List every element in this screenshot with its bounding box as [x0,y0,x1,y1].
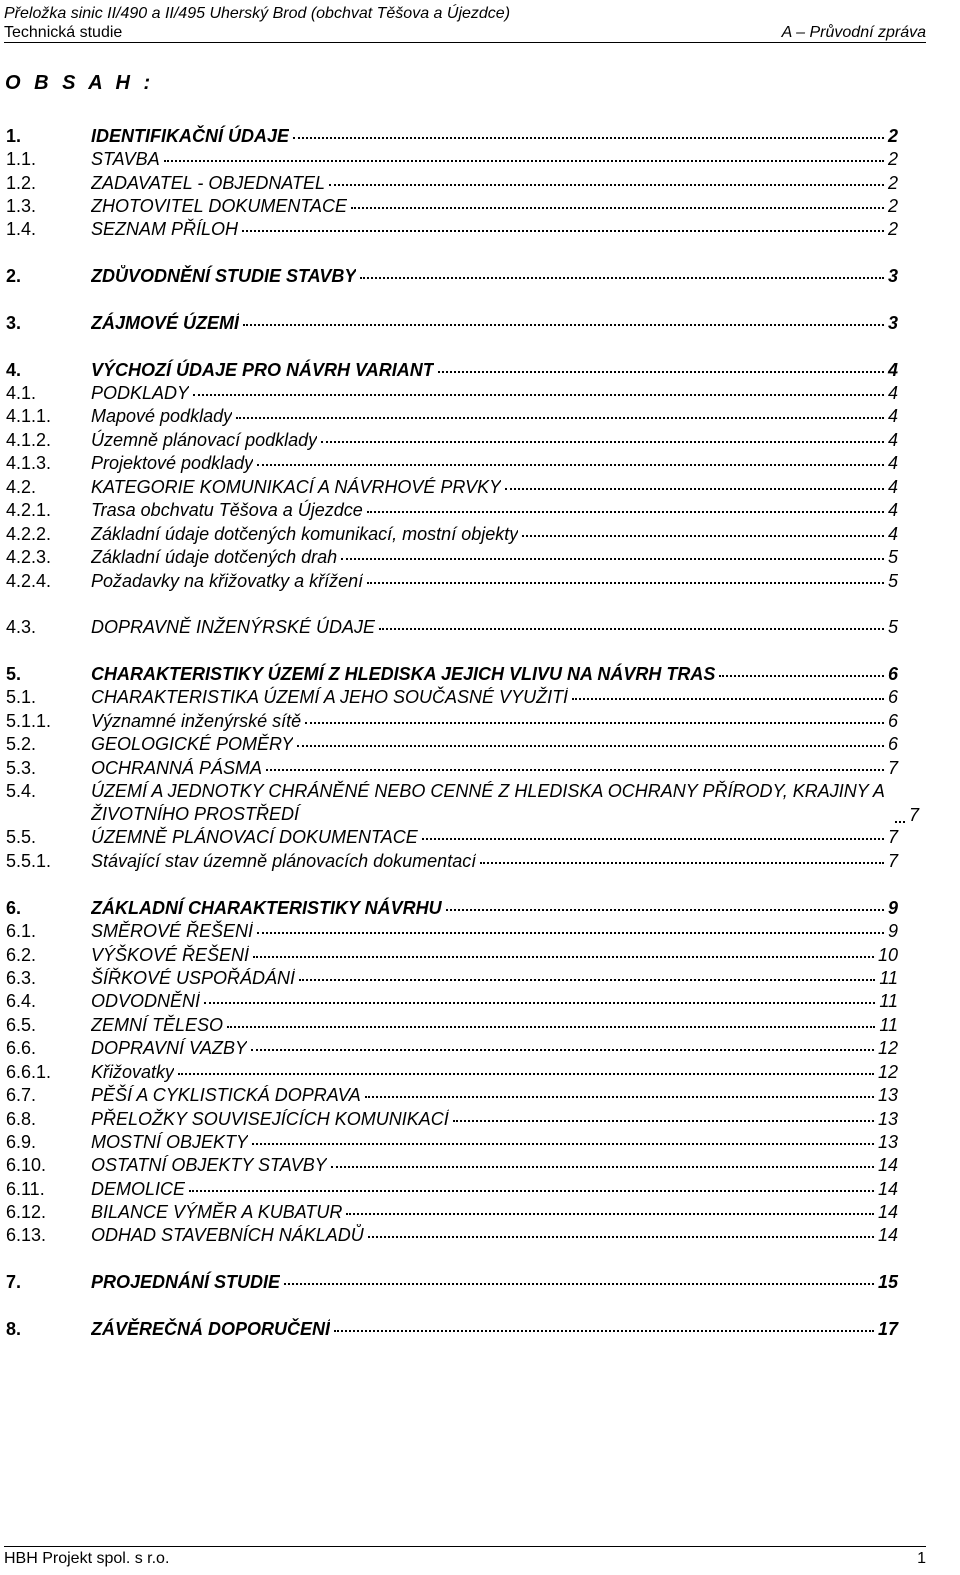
toc-entry[interactable] [6,897,898,919]
toc-entry-number: 6.6.1. [6,1062,52,1082]
toc-entry[interactable] [6,1014,898,1036]
toc-entry-title: ZÁJMOVÉ ÚZEMÍ [91,313,240,333]
toc-dot-leader [227,1026,875,1028]
toc-entry-number: 6.2. [6,945,37,965]
toc-entry-title: PROJEDNÁNÍ STUDIE [91,1272,281,1292]
toc-entry-page: 11 [879,991,898,1011]
toc-entry-number: 1.2. [6,173,37,193]
toc-entry-page: 3 [887,266,898,286]
toc-dot-leader [243,324,884,326]
toc-entry[interactable] [6,1061,898,1083]
toc-entry-number: 4.3. [6,617,37,637]
project-title: Přeložka sinic II/490 a II/495 Uherský Brod (obchvat Těšova a Újezdce) [4,5,511,22]
toc-entry-number: 4.2. [6,477,37,497]
toc-dot-leader [367,582,884,584]
toc-entry[interactable] [6,1084,898,1106]
toc-entry-page: 10 [877,945,898,965]
toc-entry-number: 5.5.1. [6,851,52,871]
toc-dot-leader [446,909,884,911]
toc-dot-leader [284,1283,874,1285]
toc-dot-leader [341,558,884,560]
toc-entry-page: 4 [887,477,898,497]
toc-dot-leader [505,488,884,490]
toc-entry-title: ZHOTOVITEL DOKUMENTACE [91,196,348,216]
toc-entry-number: 6.9. [6,1132,37,1152]
toc-dot-leader [189,1190,874,1192]
toc-entry-title: Základní údaje dotčených drah [91,547,338,567]
toc-entry-page: 17 [877,1319,898,1339]
toc-entry-page: 7 [887,758,898,778]
toc-entry-number: 5.5. [6,827,37,847]
toc-entry[interactable] [6,359,898,381]
toc-entry-page: 11 [879,1015,898,1035]
toc-entry-page: 7 [887,827,898,847]
toc-entry-title: STAVBA [91,149,160,169]
toc-entry-title: OCHRANNÁ PÁSMA [91,758,263,778]
toc-entry-title: ZADAVATEL - OBJEDNATEL [91,173,326,193]
toc-entry-page: 9 [887,898,898,918]
toc-entry[interactable] [6,1224,898,1246]
toc-entry-title: PODKLADY [91,383,190,403]
toc-entry[interactable] [6,195,898,217]
toc-entry-number: 6.7. [6,1085,37,1105]
toc-entry-page: 4 [887,406,898,426]
toc-entry-number: 8. [6,1319,22,1339]
toc-entry-title: DOPRAVNÍ VAZBY [91,1038,248,1058]
toc-dot-leader [305,722,884,724]
toc-entry[interactable] [6,1318,898,1340]
toc-entry[interactable] [6,148,898,170]
toc-entry[interactable] [6,686,898,708]
toc-entry[interactable] [6,546,898,568]
toc-entry[interactable] [6,429,898,451]
toc-entry-title: PĚŠÍ A CYKLISTICKÁ DOPRAVA [91,1085,361,1105]
toc-dot-leader [164,160,884,162]
toc-entry-number: 4.2.4. [6,571,52,591]
toc-dot-leader [253,956,874,958]
toc-entry[interactable] [6,616,898,638]
toc-entry-number: 4.2.2. [6,524,52,544]
toc-entry-number: 7. [6,1272,22,1292]
toc-entry[interactable] [6,663,898,685]
toc-entry-page: 12 [877,1062,898,1082]
toc-entry[interactable] [6,967,898,989]
toc-entry-title: Projektové podklady [91,453,254,473]
toc-dot-leader [367,511,884,513]
toc-entry-number: 1.1. [6,149,37,169]
toc-entry-number: 6.3. [6,968,37,988]
toc-entry-number: 5.4. [6,781,37,801]
toc-entry-page: 4 [887,453,898,473]
toc-entry[interactable] [6,218,898,240]
toc-entry-number: 4. [6,360,22,380]
toc-entry-number: 1.4. [6,219,37,239]
toc-entry[interactable] [6,1037,898,1059]
toc-entry-page: 2 [887,196,898,216]
toc-entry-number: 6.13. [6,1225,47,1245]
toc-dot-leader [572,698,884,700]
toc-dot-leader [193,394,884,396]
toc-entry[interactable] [6,499,898,521]
toc-entry-number: 1.3. [6,196,37,216]
toc-entry-number: 6.10. [6,1155,47,1175]
toc-dot-leader [522,535,884,537]
toc-entry-page: 6 [887,687,898,707]
toc-dot-leader [365,1096,874,1098]
toc-entry[interactable] [6,990,898,1012]
toc-entry-title: CHARAKTERISTIKY ÚZEMÍ Z HLEDISKA JEJICH VLIVU NA NÁVRH TRAS [91,664,716,684]
toc-entry[interactable] [6,382,898,404]
toc-dot-leader [251,1049,874,1051]
toc-entry-page: 5 [887,617,898,637]
toc-entry-page: 6 [887,664,898,684]
toc-entry-title: Stávající stav územně plánovacích dokumentací [91,851,477,871]
toc-entry-title: SMĚROVÉ ŘEŠENÍ [91,921,254,941]
toc-entry[interactable] [6,312,898,334]
toc-entry-number: 6.4. [6,991,37,1011]
toc-entry-page: 14 [877,1225,898,1245]
document-type: Technická studie [4,24,123,41]
toc-entry-number: 6.5. [6,1015,37,1035]
toc-entry-page: 7 [909,805,920,825]
toc-entry[interactable] [6,920,898,942]
toc-entry-title: VÝŠKOVÉ ŘEŠENÍ [91,945,250,965]
document-part: A – Průvodní zpráva [781,24,926,41]
toc-entry-title: OSTATNÍ OBJEKTY STAVBY [91,1155,327,1175]
toc-entry-title: Základní údaje dotčených komunikací, mostní objekty [91,524,519,544]
toc-entry[interactable] [6,1271,898,1293]
toc-entry-page: 5 [887,571,898,591]
toc-entry-title: Územně plánovací podklady [91,430,318,450]
toc-entry[interactable] [6,476,898,498]
toc-dot-leader [299,979,875,981]
toc-entry[interactable] [6,523,898,545]
toc-entry-page: 9 [887,921,898,941]
toc-entry-title: Mapové podklady [91,406,233,426]
toc-dot-leader [297,745,884,747]
toc-entry-number: 6.8. [6,1109,37,1129]
toc-entry-page: 13 [877,1109,898,1129]
toc-entry[interactable] [6,172,898,194]
toc-entry-number: 4.1.1. [6,406,52,426]
toc-entry-number: 5.3. [6,758,37,778]
toc-entry-title: Požadavky na křižovatky a křížení [91,571,364,591]
toc-entry-number: 4.1.2. [6,430,52,450]
toc-dot-leader [379,628,884,630]
toc-entry-page: 6 [887,711,898,731]
toc-entry-page: 4 [887,383,898,403]
toc-entry[interactable] [6,733,898,755]
toc-entry-page: 7 [887,851,898,871]
toc-entry-number: 5. [6,664,22,684]
toc-dot-leader [257,464,884,466]
toc-entry-page: 2 [887,219,898,239]
toc-entry-number: 1. [6,126,22,146]
toc-dot-leader [252,1143,874,1145]
toc-entry-title: ÚZEMNĚ PLÁNOVACÍ DOKUMENTACE [91,827,418,847]
toc-entry-title: Křižovatky [91,1062,175,1082]
toc-dot-leader [204,1002,875,1004]
toc-entry-title: ZÁVĚREČNÁ DOPORUČENÍ [91,1319,331,1339]
toc-entry-title: Trasa obchvatu Těšova a Újezdce [91,500,363,520]
toc-entry-number: 4.1. [6,383,37,403]
toc-entry-number: 6.11. [6,1179,45,1199]
toc-entry[interactable] [6,1178,898,1200]
toc-dot-leader [368,1236,874,1238]
toc-entry-title: MOSTNÍ OBJEKTY [91,1132,249,1152]
toc-entry-title: CHARAKTERISTIKA ÚZEMÍ A JEHO SOUČASNÉ VYUŽITÍ [91,687,569,707]
toc-entry-page: 4 [887,430,898,450]
toc-entry-title: ODHAD STAVEBNÍCH NÁKLADŮ [91,1225,364,1245]
toc-entry-number: 5.1. [6,687,37,707]
toc-entry-page: 14 [877,1155,898,1175]
toc-entry-title: DOPRAVNĚ INŽENÝRSKÉ ÚDAJE [91,617,376,637]
toc-entry-page: 14 [877,1179,898,1199]
toc-entry-title: DEMOLICE [91,1179,186,1199]
toc-dot-leader [331,1166,874,1168]
toc-entry[interactable] [6,780,920,826]
page-footer [4,1546,926,1568]
toc-entry-title: BILANCE VÝMĚR A KUBATUR [91,1202,343,1222]
toc-entry-number: 6. [6,898,22,918]
toc-dot-leader [257,932,884,934]
toc-entry-title: ÚZEMÍ A JEDNOTKY CHRÁNĚNÉ NEBO CENNÉ Z HLEDISKA OCHRANY PŘÍRODY, KRAJINY A ŽIVOTNÍHO PROSTŘEDÍ [91,781,885,824]
toc-dot-leader [360,277,884,279]
toc-entry-title: Významné inženýrské sítě [91,711,302,731]
toc-entry[interactable] [6,710,898,732]
toc-entry-number: 4.2.1. [6,500,52,520]
toc-entry[interactable] [6,452,898,474]
toc-entry-number: 4.1.3. [6,453,52,473]
toc-dot-leader [719,675,884,677]
toc-dot-leader [480,862,884,864]
toc-dot-leader [178,1073,874,1075]
toc-entry[interactable] [6,1108,898,1130]
toc-entry-title: ZÁKLADNÍ CHARAKTERISTIKY NÁVRHU [91,898,442,918]
toc-entry-page: 14 [877,1202,898,1222]
toc-dot-leader [321,441,884,443]
toc-entry[interactable] [6,125,898,147]
toc-entry-page: 11 [879,968,898,988]
toc-entry-number: 5.2. [6,734,37,754]
toc-entry-number: 4.2.3. [6,547,52,567]
toc-entry-title: KATEGORIE KOMUNIKACÍ A NÁVRHOVÉ PRVKY [91,477,502,497]
toc-entry-number: 5.1.1. [6,711,52,731]
toc-entry-page: 2 [887,126,898,146]
toc-entry-title: IDENTIFIKAČNÍ ÚDAJE [91,126,290,146]
toc-entry[interactable] [6,826,898,848]
toc-entry-number: 6.6. [6,1038,37,1058]
toc-dot-leader [346,1213,874,1215]
toc-entry[interactable] [6,1154,898,1176]
toc-dot-leader [438,371,884,373]
toc-entry-page: 13 [877,1085,898,1105]
toc-entry-title: PŘELOŽKY SOUVISEJÍCÍCH KOMUNIKACÍ [91,1109,449,1129]
toc-dot-leader [266,769,884,771]
toc-dot-leader [334,1330,874,1332]
page-number: 1 [917,1550,926,1567]
toc-entry[interactable] [6,265,898,287]
toc-dot-leader [422,838,884,840]
toc-dot-leader [895,821,905,823]
toc-dot-leader [453,1120,874,1122]
toc-entry[interactable] [6,405,898,427]
toc-entry-page: 3 [887,313,898,333]
toc-entry-page: 4 [887,524,898,544]
toc-entry-page: 2 [887,149,898,169]
toc-entry-title: ODVODNĚNÍ [91,991,201,1011]
toc-entry-title: ZEMNÍ TĚLESO [91,1015,224,1035]
toc-entry-title: VÝCHOZÍ ÚDAJE PRO NÁVRH VARIANT [91,360,434,380]
toc-entry-page: 15 [877,1272,898,1292]
toc-entry[interactable] [6,1201,898,1223]
toc-entry-page: 13 [877,1132,898,1152]
toc-entry-title: GEOLOGICKÉ POMĚRY [91,734,294,754]
toc-entry-title: ŠÍŘKOVÉ USPOŘÁDÁNÍ [91,968,296,988]
toc-dot-leader [242,230,884,232]
toc-entry-number: 6.1. [6,921,37,941]
company-name: HBH Projekt spol. s r.o. [4,1550,170,1567]
toc-entry-page: 12 [877,1038,898,1058]
toc-entry-page: 4 [887,360,898,380]
toc-entry-page: 2 [887,173,898,193]
toc-entry-number: 3. [6,313,22,333]
toc-entry-page: 6 [887,734,898,754]
toc-dot-leader [236,417,884,419]
toc-dot-leader [293,137,884,139]
toc-entry-page: 5 [887,547,898,567]
toc-entry[interactable] [6,850,898,872]
toc-entry-page: 4 [887,500,898,520]
toc-dot-leader [351,207,884,209]
toc-heading: O B S A H : [5,72,155,94]
toc-entry-number: 2. [6,266,22,286]
toc-entry[interactable] [6,1131,898,1153]
toc-entry[interactable] [6,944,898,966]
toc-entry-title: SEZNAM PŘÍLOH [91,219,239,239]
toc-entry-number: 6.12. [6,1202,47,1222]
toc-entry[interactable] [6,757,898,779]
toc-entry[interactable] [6,570,898,592]
toc-dot-leader [329,184,884,186]
toc-entry-title: ZDŮVODNĚNÍ STUDIE STAVBY [91,266,357,286]
